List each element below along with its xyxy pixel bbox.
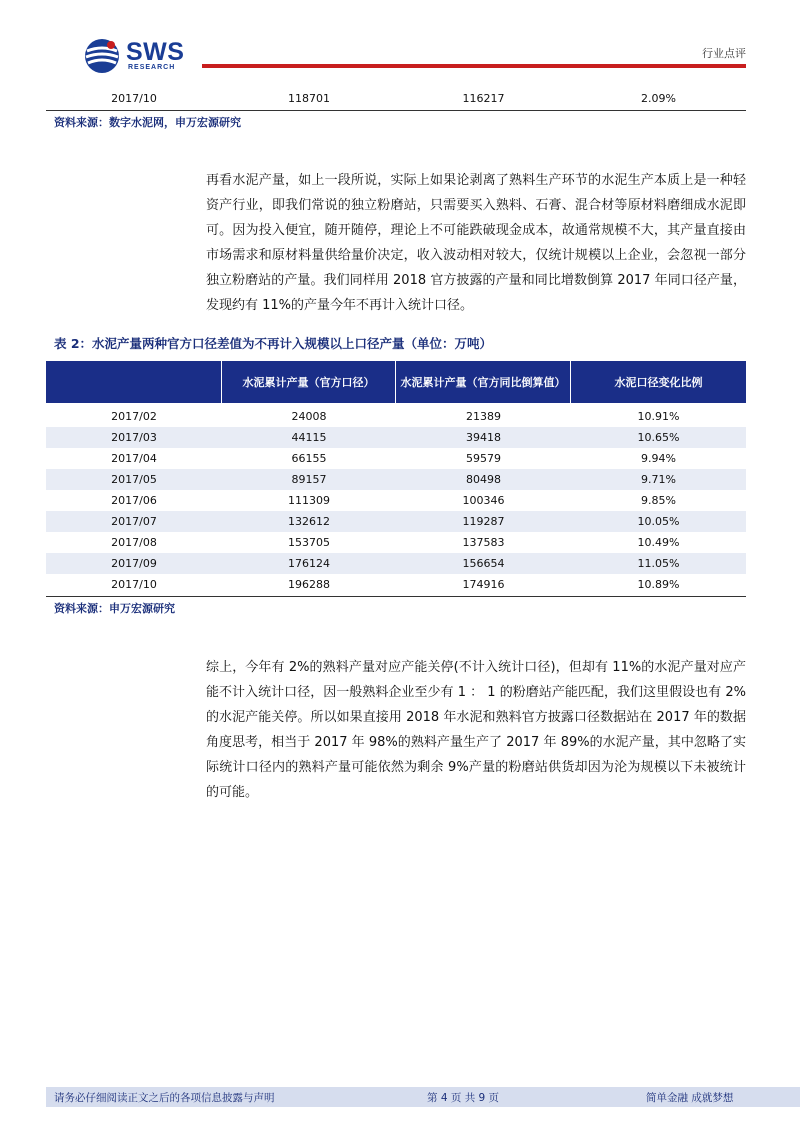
- table-title: 表 2：水泥产量两种官方口径差值为不再计入规模以上口径产量（单位：万吨）: [54, 336, 493, 351]
- table-cell: 100346: [462, 494, 505, 507]
- table-cell: 2017/04: [111, 452, 157, 465]
- table-cell: 2017/07: [111, 515, 157, 528]
- table-row: [46, 511, 746, 532]
- table-row: [46, 88, 746, 109]
- table-cell: 10.91%: [637, 410, 680, 423]
- table-cell: 59579: [466, 452, 501, 465]
- table-cell: 2017/08: [111, 536, 157, 549]
- table-cell: 156654: [462, 557, 505, 570]
- table-row: [46, 490, 746, 511]
- table-cell: 196288: [288, 578, 330, 591]
- table-cell: 2017/02: [111, 410, 157, 423]
- table-cell: 2017/10: [111, 578, 157, 591]
- table-cell: 80498: [466, 473, 501, 486]
- sws-globe-icon: [82, 36, 122, 76]
- table-cell: 174916: [462, 578, 505, 591]
- table-row: [46, 532, 746, 553]
- table-cell: 132612: [288, 515, 330, 528]
- table-cell: 11.05%: [637, 557, 680, 570]
- table-cell: 2017/10: [111, 92, 157, 105]
- table-cell: 2.09%: [641, 92, 676, 105]
- table-cell: 39418: [466, 431, 501, 444]
- table-cell: 66155: [291, 452, 327, 465]
- footer-slogan: 简单金融 成就梦想: [646, 1091, 734, 1104]
- page-number: 第 4 页 共 9 页: [427, 1091, 500, 1104]
- table-row: [46, 406, 746, 427]
- table-row: [46, 448, 746, 469]
- table-cell: 24008: [291, 410, 327, 423]
- source-note: 资料来源：申万宏源研究: [54, 602, 175, 615]
- table-cell: 2017/05: [111, 473, 157, 486]
- table-cell: 10.65%: [637, 431, 680, 444]
- table-cell: 9.85%: [641, 494, 676, 507]
- table-cell: 111309: [288, 494, 330, 507]
- table-header-cell: [46, 361, 222, 403]
- table-cell: 2017/09: [111, 557, 157, 570]
- sws-logo: [82, 36, 202, 76]
- table-cell: 10.05%: [637, 515, 680, 528]
- table-cell: 176124: [288, 557, 330, 570]
- table-row: [46, 427, 746, 448]
- table-cell: 118701: [288, 92, 330, 105]
- body-paragraph: 再看水泥产量，如上一段所说，实际上如果论剥离了熟料生产环节的水泥生产本质上是一种轻资产行业，即我们常说的独立粉磨站，只需要买入熟料、石膏、混合材等原材料磨细成水泥即可。因为投入便宜，随开随停，理论上不可能跌破现金成本，故通常规模不大，其产量直接由市场需求和原材料量供给量价决定，收入波动相对较大，仅统计规模以上企业，会忽视一部分独立粉磨站的产量。我们同样用 2018 官方披露的产量和同比增数倒算 2017 年同口径产量，发现约有 11%的产量今年不再计入统计口径。: [206, 173, 746, 313]
- table-cell: 153705: [288, 536, 330, 549]
- logo-subtext: RESEARCH: [128, 64, 176, 71]
- table-cell: 44115: [291, 431, 327, 444]
- table-cell: 10.89%: [637, 578, 680, 591]
- table-cell: 116217: [462, 92, 505, 105]
- table-cell: 137583: [462, 536, 505, 549]
- table-row: [46, 574, 746, 595]
- table-cell: 2017/06: [111, 494, 157, 507]
- table-cell: 21389: [466, 410, 501, 423]
- table-row: [46, 469, 746, 490]
- table-cell: 9.71%: [641, 473, 676, 486]
- table-header-cell: 水泥累计产量（官方口径）: [222, 361, 396, 403]
- header-divider: [202, 64, 746, 68]
- table-cell: 9.94%: [641, 452, 676, 465]
- page-footer: [46, 1087, 800, 1107]
- table-cell: 2017/03: [111, 431, 157, 444]
- table-cell: 10.49%: [637, 536, 680, 549]
- report-category: 行业点评: [702, 47, 746, 60]
- disclaimer-note: 请务必仔细阅读正文之后的各项信息披露与声明: [54, 1091, 275, 1104]
- logo-text: SWS: [126, 38, 185, 66]
- table-bottom-rule: [46, 110, 746, 111]
- source-note: 资料来源：数字水泥网，申万宏源研究: [54, 116, 241, 129]
- table-header-cell: 水泥累计产量（官方同比倒算值）: [396, 361, 571, 403]
- table-cell: 119287: [462, 515, 505, 528]
- body-paragraph: 综上，今年有 2%的熟料产量对应产能关停(不计入统计口径)，但却有 11%的水泥产量对应产能不计入统计口径，因一般熟料企业至少有 1 ： 1 的粉磨站产能匹配，我们这里假设也有 2%的水泥产能关停。所以如果直接用 2018 年水泥和熟料官方披露口径数据站在 2017 年的数据角度思考，相当于 2017 年 98%的熟料产量生产了 2017 年 89%的水泥产量，其中忽略了实际统计口径内的熟料产量可能依然为剩余 9%产量的粉磨站供货却因为沦为规模以下未被统计的可能。: [206, 660, 746, 800]
- table-row: [46, 553, 746, 574]
- table-header: [46, 361, 746, 403]
- table-header-cell: 水泥口径变化比例: [614, 375, 703, 389]
- table-cell: 89157: [291, 473, 327, 486]
- table-bottom-rule: [46, 596, 746, 597]
